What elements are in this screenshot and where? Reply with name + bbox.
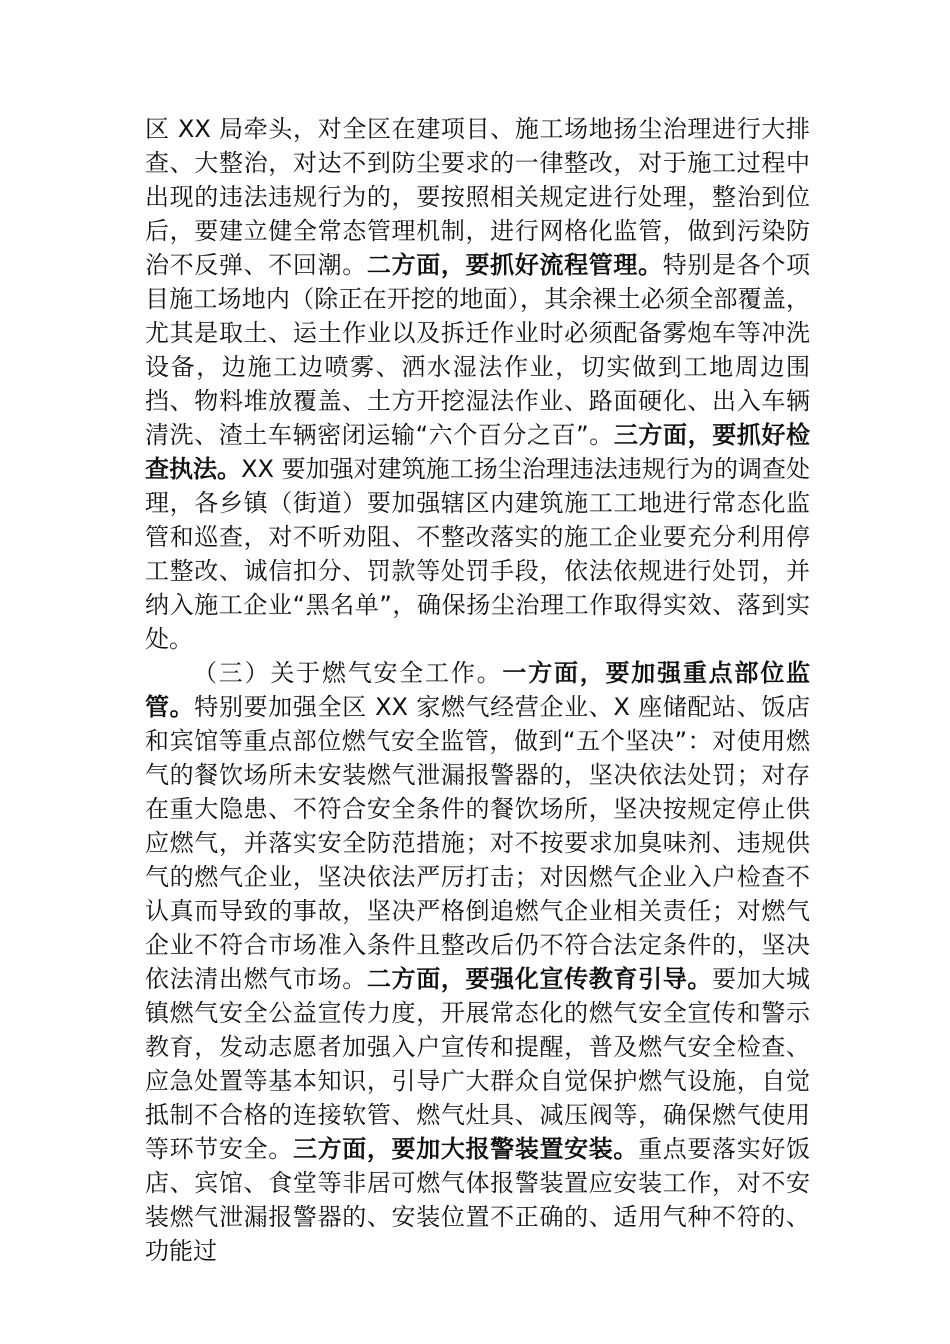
bold-heading: 三方面，要加大报警装置安装。 (292, 1135, 639, 1163)
paragraph-text: XX 要加强对建筑施工扬尘治理违法违规行为的调查处理，各乡镇（街道）要加强辖区内建筑施工工地进行常态化监管和巡查，对不听劝阻、不整改落实的施工企业要充分利用停工整改、诚信扣分、罚款等处罚手段，依法依规进行处罚，并纳入施工企业“黑名单”，确保扬尘治理工作取得实效、落到实处。 (145, 455, 810, 653)
paragraph-text: 重点要落实好饭店、宾馆、食堂等非居可燃气体报警装置应安装工作，对不安装燃气泄漏报警器的、安装位置不正确的、适用气种不符的、功能过 (145, 1135, 811, 1265)
bold-heading: 二方面，要强化宣传教育引导。 (366, 965, 713, 993)
paragraph-dust-control (145, 112, 810, 656)
paragraph-gas-safety (145, 656, 810, 1268)
paragraph-text: 特别要加强全区 XX 家燃气经营企业、X 座储配站、饭店和宾馆等重点部位燃气安全监管，做到“五个坚决”：对使用燃气的餐饮场所未安装燃气泄漏报警器的，坚决依法处罚；对存在重大隐患、不符合安全条件的餐饮场所，坚决按规定停止供应燃气，并落实安全防范措施；对不按要求加臭味剂、违规供气的燃气企业，坚决依法严厉打击；对因燃气企业入户检查不认真而导致的事故，坚决严格倒追燃气企业相关责任；对燃气企业不符合市场准入条件且整改后仍不符合法定条件的，坚决依法清出燃气市场。 (145, 693, 810, 993)
bold-heading: 三方面，要抓好检查执法。 (145, 421, 810, 483)
bold-heading: 二方面，要抓好流程管理。 (366, 251, 663, 279)
section-heading: （三）关于燃气安全工作。 (193, 659, 503, 687)
bold-heading: 一方面，要加强重点部位监管。 (145, 659, 810, 721)
body-text (145, 112, 810, 1268)
paragraph-text: 区 XX 局牵头，对全区在建项目、施工场地扬尘治理进行大排查、大整治，对达不到防尘要求的一律整改，对于施工过程中出现的违法违规行为的，要按照相关规定进行处理，整治到位后，要建立健全常态管理机制，进行网格化监管，做到污染防治不反弹、不回潮。 (145, 115, 810, 279)
paragraph-text: 要加大城镇燃气安全公益宣传力度，开展常态化的燃气安全宣传和警示教育，发动志愿者加强入户宣传和提醒，普及燃气安全检查、应急处置等基本知识，引导广大群众自觉保护燃气设施，自觉抵制不合格的连接软管、燃气灶具、减压阀等，确保燃气使用等环节安全。 (145, 965, 811, 1163)
paragraph-text: 特别是各个项目施工场地内（除正在开挖的地面），其余裸土必须全部覆盖，尤其是取土、运土作业以及拆迁作业时必须配备雾炮车等冲洗设备，边施工边喷雾、洒水湿法作业，切实做到工地周边围挡、物料堆放覆盖、土方开挖湿法作业、路面硬化、出入车辆清洗、渣土车辆密闭运输“六个百分之百”。 (145, 251, 811, 449)
